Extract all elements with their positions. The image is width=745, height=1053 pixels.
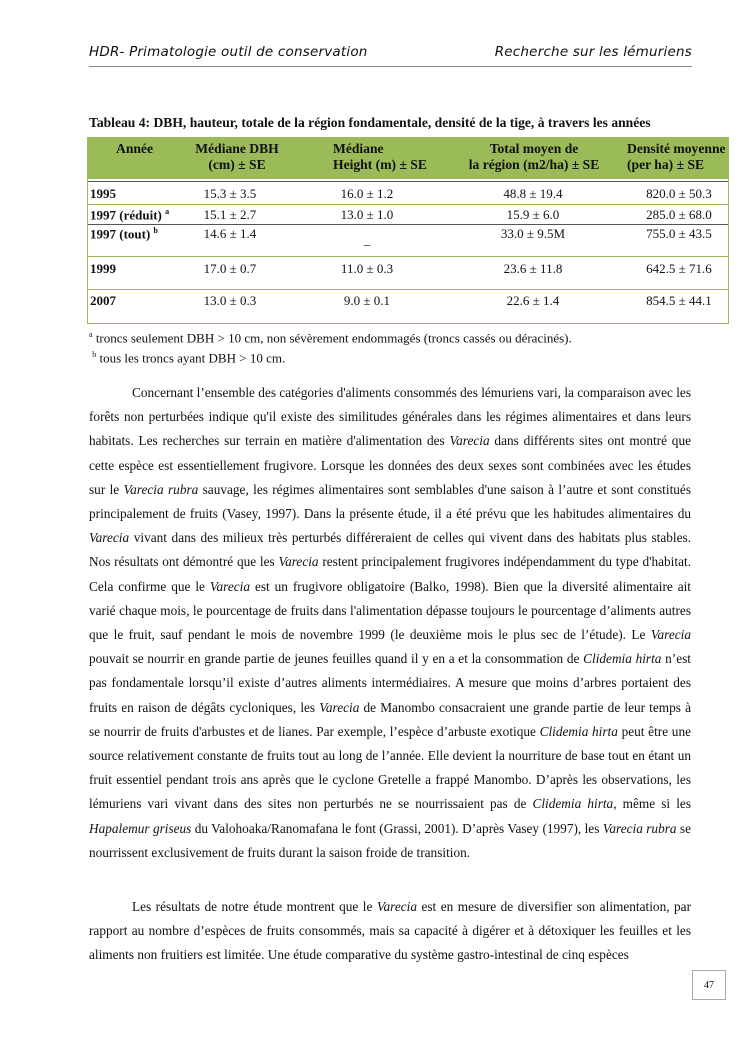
col-header-density: Densité moyenne (per ha) ± SE xyxy=(627,141,726,172)
cell-density: 755.0 ± 43.5 xyxy=(646,226,712,241)
cell-height: 11.0 ± 0.3 xyxy=(340,261,394,276)
cell-year: 2007 xyxy=(90,293,116,308)
cell-height: 9.0 ± 0.1 xyxy=(343,293,391,308)
data-table xyxy=(87,137,729,324)
cell-density: 854.5 ± 44.1 xyxy=(646,293,712,308)
table-footnotes xyxy=(89,326,572,367)
col-header-height: Médiane Height (m) ± SE xyxy=(333,141,427,172)
cell-area: 23.6 ± 11.8 xyxy=(503,261,563,276)
page-number: 47 xyxy=(692,970,726,1000)
cell-area: 33.0 ± 9.5M xyxy=(500,226,566,241)
table-divider xyxy=(88,289,728,290)
cell-dbh: 15.3 ± 3.5 xyxy=(203,186,257,201)
cell-dbh: 13.0 ± 0.3 xyxy=(203,293,257,308)
footnote-b: $^b$ tous les troncs ayant DBH > 10 cm. xyxy=(92,350,286,366)
cell-height: 13.0 ± 1.0 xyxy=(340,207,394,222)
cell-area: 22.6 ± 1.4 xyxy=(506,293,560,308)
cell-density: 642.5 ± 71.6 xyxy=(646,261,712,276)
cell-dbh: 15.1 ± 2.7 xyxy=(203,207,257,222)
cell-dbh: 14.6 ± 1.4 xyxy=(203,226,257,241)
cell-area: 15.9 ± 6.0 xyxy=(506,207,560,222)
cell-area: 48.8 ± 19.4 xyxy=(503,186,563,201)
cell-density: 820.0 ± 50.3 xyxy=(646,186,712,201)
table-divider xyxy=(88,204,728,205)
body-paragraph-1: Concernant l’ensemble des catégories d'aliments consommés des lémuriens vari, la comparaison avec les forêts non perturbées indique qu'il existe des similitudes générales dans les régimes alimentaires et dans leurs habitats. Les recherches sur terrain en matière d'alimentation des Varecia dans différents sites ont montré que cette espèce est essentiellement frugivore. Lorsque les données des deux sexes sont combinées avec les études sur le Varecia rubra sauvage, les régimes alimentaires sont semblables d'une saison à l’autre et sont constitués principalement de fruits (Vasey, 1997). Dans la présente étude, il a été prévu que les habitudes alimentaires du Varecia vivant dans des milieux très perturbés différeraient de celles qui vivent dans des habitats plus stables. Nos résultats ont démontré que les Varecia restent principalement frugivores indépendamment du type d'habitat. Cela confirme que le Varecia est un frugivore obligatoire (Balko, 1998). Bien que la diversité alimentaire ait varié chaque mois, le pourcentage de fruits dans l'alimentation dépasse toujours le pourcentage d’aliments autres que le fruit, sauf pendant le mois de novembre 1999 (le deuxième mois le plus sec de l’étude). Le Varecia pouvait se nourrir en grande partie de jeunes feuilles quand il y en a et la consommation de Clidemia hirta n’est pas fondamentale lorsqu’il existe d’autres aliments intermédiaires. A mesure que moins d’arbres portaient des fruits en raison de dégâts cycloniques, les Varecia de Manombo consacraient une grande partie de leur temps à se nourrir de fruits d'arbustes et de lianes. Par exemple, l’espèce d’arbuste exotique Clidemia hirta peut être une source relativement constante de fruits tout au long de l’année. Elle devient la nourriture de base tout en étant un fruit essentiel pendant trois ans après que le cyclone Gretelle a frappé Manombo. D’après les observations, les lémuriens vari vivant dans des sites non perturbés ne se nourrissaient pas de Clidemia hirta, même si les Hapalemur griseus du Valohoaka/Ranomafana le font (Grassi, 2001). D’après Vasey (1997), les Varecia rubra se nourrissent exclusivement de fruits durant la saison froide de transition. xyxy=(89,385,691,860)
cell-year: 1997 (réduit) $^a$ xyxy=(90,207,170,223)
page-header-left: HDR- Primatologie outil de conservation xyxy=(89,44,368,60)
cell-density: 285.0 ± 68.0 xyxy=(646,207,712,222)
cell-year: 1995 xyxy=(90,186,116,201)
footnote-a: $^a$ troncs seulement DBH > 10 cm, non sévèrement endommagés (troncs cassés ou déracinés). xyxy=(89,330,572,346)
cell-dbh: 17.0 ± 0.7 xyxy=(203,261,257,276)
page-header-right: Recherche sur les lémuriens xyxy=(494,44,692,60)
table-caption: Tableau 4: DBH, hauteur, totale de la région fondamentale, densité de la tige, à travers les années xyxy=(89,115,651,130)
table-header xyxy=(88,138,728,179)
cell-year: 1997 (tout) $^b$ xyxy=(90,226,158,242)
col-header-dbh: Médiane DBH (cm) ± SE xyxy=(195,141,279,172)
header-rule xyxy=(89,66,692,67)
table-divider xyxy=(88,224,728,225)
col-header-area: Total moyen de la région (m2/ha) ± SE xyxy=(468,141,600,172)
cell-height: 16.0 ± 1.2 xyxy=(340,186,394,201)
table-divider xyxy=(88,256,728,257)
cell-height: _ xyxy=(363,232,371,247)
table-divider xyxy=(88,181,728,182)
body-paragraph-2: Les résultats de notre étude montrent que le Varecia est en mesure de diversifier son alimentation, par rapport au nombre d’espèces de fruits consommés, mais sa capacité à digérer et à détoxiquer les feuilles et les aliments non fruitiers est limitée. Une étude comparative du système gastro-intestinal de cinq espèces xyxy=(89,899,692,963)
cell-year: 1999 xyxy=(90,261,116,276)
col-header-year: Année xyxy=(116,141,154,156)
